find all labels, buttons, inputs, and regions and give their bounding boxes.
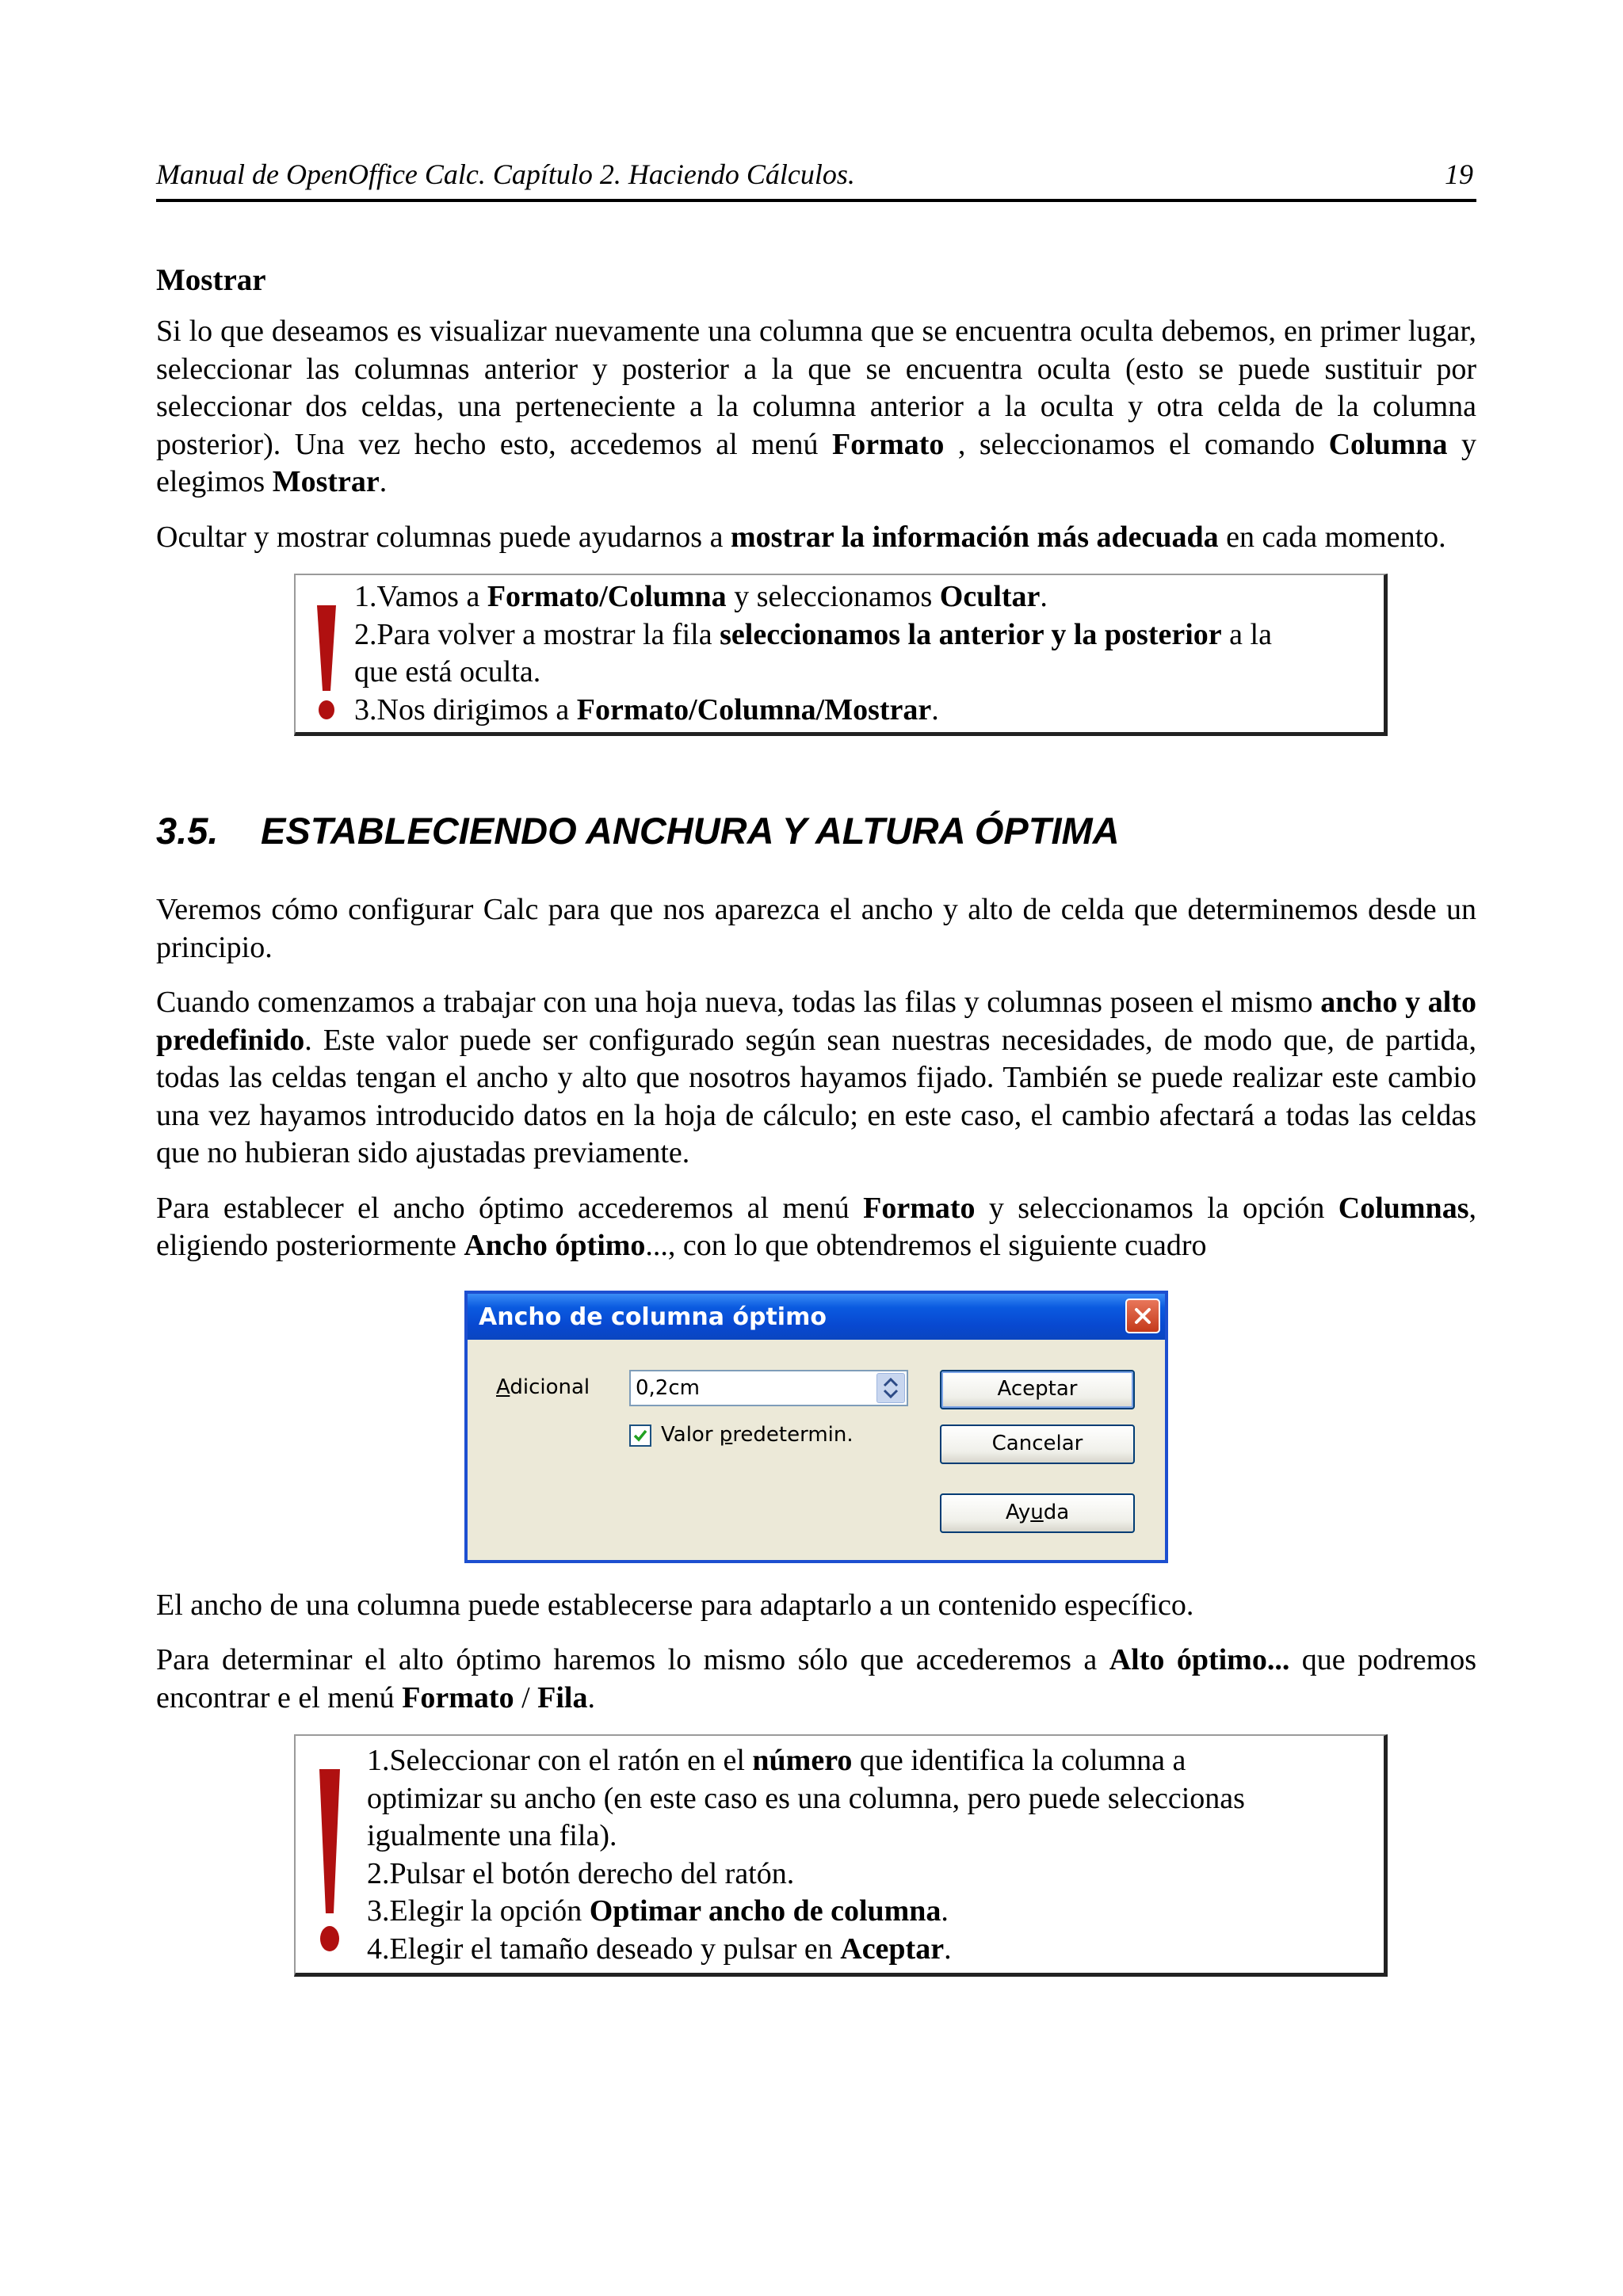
bold-term: Optimar ancho de columna xyxy=(589,1894,941,1928)
page-content xyxy=(156,261,1476,1977)
spin-arrows[interactable] xyxy=(876,1373,905,1403)
bold-term: mostrar la información más adecuada xyxy=(730,520,1219,554)
bold-term: Ocultar xyxy=(939,580,1041,613)
note-line: 3.Nos dirigimos a Formato/Columna/Mostrar. xyxy=(354,692,939,727)
bold-term: Aceptar xyxy=(840,1932,945,1966)
paragraph-mostrar-1: Si lo que deseamos es visualizar nuevamente una columna que se encuentra oculta debemos, en primer lugar, seleccionar las columnas anterior y posterior a la que se encuentra oculta (esto se puede sustituir por seleccionar dos celdas, una perteneciente a la columna anterior a la oculta y otra celda de la columna posterior). Una vez hecho esto, accedemos al menú Formato , seleccionamos el comando Columna y elegimos Mostrar. xyxy=(156,315,1477,498)
page-number: 19 xyxy=(1445,158,1473,190)
dialog-screenshot xyxy=(464,1291,1168,1563)
exclamation-icon xyxy=(313,602,340,721)
paragraph-mostrar-2: Ocultar y mostrar columnas puede ayudarnos a mostrar la información más adecuada en cada momento. xyxy=(156,520,1446,554)
section-number: 3.5. xyxy=(156,810,219,852)
dialog-title: Ancho de columna óptimo xyxy=(479,1302,827,1331)
close-button[interactable] xyxy=(1125,1299,1160,1333)
help-button[interactable]: Ayuda xyxy=(940,1493,1135,1533)
cancel-button[interactable]: Cancelar xyxy=(940,1425,1135,1464)
close-icon xyxy=(1133,1306,1152,1325)
note-line: 1.Seleccionar con el ratón en el número que identifica la columna a xyxy=(367,1744,1186,1777)
section-title: ESTABLECIENDO ANCHURA Y ALTURA ÓPTIMA xyxy=(261,810,1120,852)
paragraph-section-5: Para determinar el alto óptimo haremos lo mismo sólo que accederemos a Alto óptimo... que podremos encontrar e el menú Formato / Fila. xyxy=(156,1643,1476,1714)
spin-arrows-icon xyxy=(877,1374,904,1402)
bold-term: Formato/Columna xyxy=(487,580,727,613)
paragraph-section-3: Para establecer el ancho óptimo accederemos al menú Formato y seleccionamos la opción Columnas, eligiendo posteriormente Ancho óptimo..., con lo que obtendremos el siguiente cuadro xyxy=(156,1191,1476,1262)
paragraph-section-2: Cuando comenzamos a trabajar con una hoja nueva, todas las filas y columnas poseen el mismo ancho y alto predefinido. Este valor puede ser configurado según sean nuestras necesidades, de modo que, de partida, todas las celdas tengan el ancho y alto que nosotros hayamos fijado. También se puede realizar este cambio una vez hayamos introducido datos en la hoja de cálculo; en este caso, el cambio afectará a todas las celdas que no hubieran sido ajustadas previamente. xyxy=(156,986,1476,1169)
bold-term: Formato/Columna/Mostrar xyxy=(576,692,932,727)
paragraph-section-1: Veremos cómo configurar Calc para que nos aparezca el ancho y alto de celda que determinemos desde un principio. xyxy=(156,893,1476,964)
note-box-optimize-width xyxy=(294,1734,1388,1977)
bold-term: Columnas xyxy=(1338,1191,1469,1225)
bold-term: Alto óptimo... xyxy=(1109,1643,1290,1676)
note-line: 2.Pulsar el botón derecho del ratón. xyxy=(367,1856,795,1890)
bold-term: Columna xyxy=(1328,427,1448,461)
exclamation-icon xyxy=(316,1766,343,1956)
default-value-label: Valor predetermin. xyxy=(661,1422,854,1447)
adicional-value: 0,2cm xyxy=(636,1375,700,1400)
paragraph-section-4: El ancho de una columna puede establecerse para adaptarlo a un contenido específico. xyxy=(156,1588,1194,1622)
bold-term: Formato xyxy=(832,427,945,461)
bold-term: Formato xyxy=(863,1191,976,1225)
note-line: 1.Vamos a Formato/Columna y seleccionamos Ocultar. xyxy=(354,580,1048,613)
bold-term: Ancho óptimo xyxy=(464,1229,646,1262)
bold-term: Mostrar xyxy=(272,465,380,498)
bold-term: Formato xyxy=(402,1680,514,1714)
note-line: optimizar su ancho (en este caso es una columna, pero puede seleccionas xyxy=(367,1781,1245,1815)
dialog-titlebar xyxy=(468,1294,1165,1340)
bold-term: seleccionamos la anterior y la posterior xyxy=(720,617,1222,651)
header-title: Manual de OpenOffice Calc. Capítulo 2. Haciendo Cálculos. xyxy=(156,158,855,190)
default-value-checkbox[interactable] xyxy=(629,1425,651,1447)
note-line: que está oculta. xyxy=(354,655,541,688)
bold-term: ancho y alto predefinido xyxy=(156,986,1476,1057)
running-header xyxy=(156,154,1476,202)
accept-button[interactable]: Aceptar xyxy=(940,1370,1135,1409)
note-box-hide-show xyxy=(294,574,1388,736)
bold-term: Fila xyxy=(537,1680,588,1714)
note-line: igualmente una fila). xyxy=(367,1819,617,1852)
bold-term: número xyxy=(752,1744,853,1777)
note-line: 2.Para volver a mostrar la fila seleccionamos la anterior y la posterior a la xyxy=(354,617,1272,651)
checkmark-icon xyxy=(632,1428,648,1444)
adicional-spinbox[interactable] xyxy=(629,1370,908,1406)
note-line: 4.Elegir el tamaño deseado y pulsar en Aceptar. xyxy=(367,1932,952,1966)
subheading-mostrar: Mostrar xyxy=(156,263,266,297)
adicional-label: Adicional xyxy=(496,1375,590,1399)
optimal-width-dialog xyxy=(464,1291,1168,1563)
section-heading xyxy=(156,809,1476,853)
note-line: 3.Elegir la opción Optimar ancho de columna. xyxy=(367,1894,949,1928)
